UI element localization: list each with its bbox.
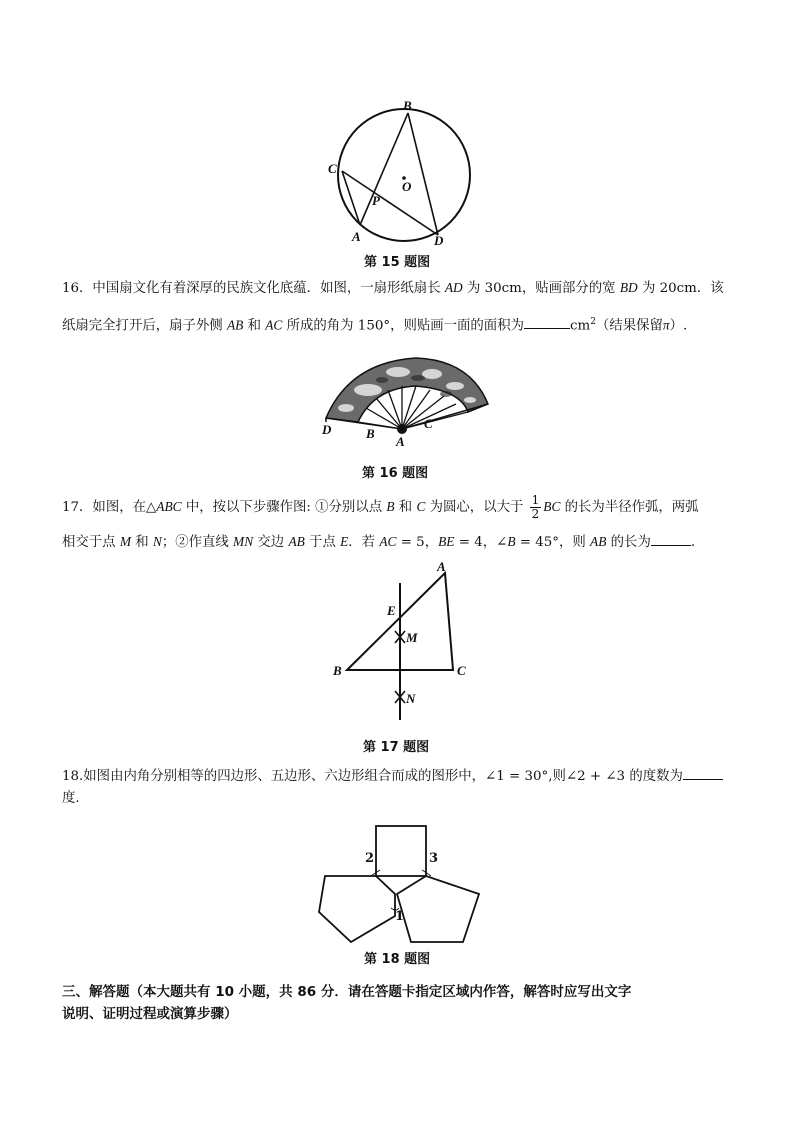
fan-label-c: C bbox=[424, 416, 433, 431]
point-label-o: O bbox=[402, 179, 412, 194]
angle-label-3: 3 bbox=[429, 851, 439, 866]
figure-17-triangle bbox=[325, 555, 485, 725]
section-3-heading-line-1: 三、解答题（本大题共有 10 小题，共 86 分．请在答题卡指定区域内作答，解答时应写出文字 bbox=[62, 984, 632, 1000]
figure-18-polygons bbox=[305, 818, 495, 948]
question-16-line-2: 纸扇完全打开后，扇子外侧 AB 和 AC 所成的角为 150°，则贴画一面的面积为 $cm^2$（结果保留π）. bbox=[62, 307, 732, 341]
section-3-heading-line-2: 说明、证明过程或演算步骤） bbox=[62, 1006, 238, 1022]
triangle-label-b: B bbox=[333, 663, 342, 678]
figure-16-fan bbox=[310, 350, 500, 450]
figure-18-caption: 第 18 题图 bbox=[364, 952, 431, 967]
fraction-one-half: $\frac{1}{2}$ bbox=[531, 493, 540, 521]
triangle-label-e: E bbox=[387, 603, 396, 618]
triangle-label-c: C bbox=[457, 663, 466, 678]
answer-blank-16[interactable] bbox=[524, 314, 570, 329]
fan-label-b: B bbox=[366, 426, 375, 441]
point-label-b: B bbox=[403, 98, 412, 113]
question-17-line-2: 相交于点 M 和 N；②作直线 MN 交边 AB 于点 E．若 AC = 5，BE = 4，∠B = 45°，则 AB 的长为 . bbox=[62, 527, 732, 558]
question-18-line-2: 度. bbox=[62, 791, 80, 806]
figure-15-caption: 第 15 题图 bbox=[364, 255, 431, 270]
fan-label-d: D bbox=[322, 422, 332, 437]
point-label-d: D bbox=[434, 233, 444, 248]
angle-label-2: 2 bbox=[365, 851, 375, 866]
point-label-p: P bbox=[372, 193, 380, 208]
point-label-c: C bbox=[328, 161, 337, 176]
question-17-line-1: 17．如图，在△ABC 中，按以下步骤作图: ①分别以点 B 和 C 为圆心，以大于 $\frac{1}{2}$ BC 的长为半径作弧，两弧 bbox=[62, 493, 699, 521]
triangle-label-n: N bbox=[406, 691, 416, 706]
figure-16-caption: 第 16 题图 bbox=[362, 466, 429, 481]
triangle-label-m: M bbox=[406, 630, 418, 645]
figure-17-caption: 第 17 题图 bbox=[363, 740, 430, 755]
triangle-label-a: A bbox=[437, 559, 446, 574]
point-label-a: A bbox=[352, 229, 361, 244]
figure-15 bbox=[320, 95, 480, 255]
answer-blank-17[interactable] bbox=[651, 531, 691, 546]
question-16-line-1: 16．中国扇文化有着深厚的民族文化底蕴．如图，一扇形纸扇长 AD 为 30cm，贴画部分的宽 BD 为 20cm．该 bbox=[62, 280, 724, 296]
answer-blank-18[interactable] bbox=[683, 765, 723, 780]
fan-label-a: A bbox=[396, 434, 405, 449]
angle-label-1: 1 bbox=[395, 909, 405, 924]
question-18-line-1: 18.如图由内角分别相等的四边形、五边形、六边形组合而成的图形中，∠1 = 30°,则∠2 + ∠3 的度数为 bbox=[62, 762, 732, 792]
